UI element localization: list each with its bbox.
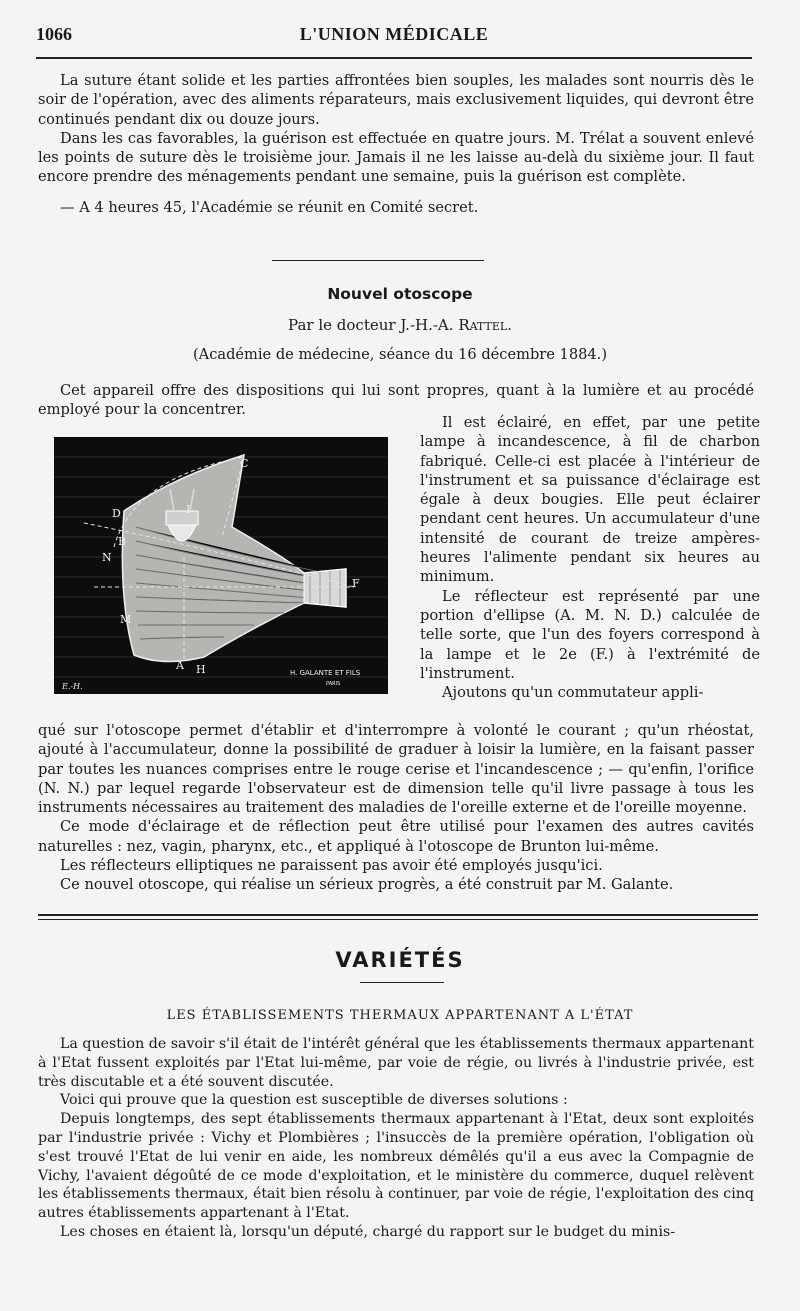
header-rule: [36, 57, 752, 59]
paragraph: Depuis longtemps, des sept établissements thermaux appartenant à l'Etat, deux sont exploités par l'industrie privée : Vichy et Plombières ; l'insuccès de la première opération, l'obligation où s'est trouvé l'Etat de lui venir en aide, les nombreux démêlés qu'il a eus avec la Compagnie de Vichy, l'avaient dégoûté de ce mode d'exploitation, et le ministère du commerce, duquel relèvent les établissements thermaux, était bien résolu à continuer, par voie de régie, l'exploitation des cinq autres établissements appartenant à l'Etat.: [38, 1111, 754, 1222]
paragraph: Ce nouvel otoscope, qui réalise un sérieux progrès, a été construit par M. Galante.: [60, 876, 674, 894]
paragraph: Le réflecteur est représenté par une portion d'ellipse (A. M. N. D.) calculée de telle sorte, que l'un des foyers correspond à la lampe et le 2e (F.) à l'extrémité de l'instrument.: [420, 587, 760, 682]
article-title: Nouvel otoscope: [327, 285, 473, 303]
paragraph: — A 4 heures 45, l'Académie se réunit en Comité secret.: [60, 198, 479, 216]
figure-label: A: [176, 659, 184, 672]
paragraph: La suture étant solide et les parties affrontées bien souples, les malades sont nourris dès le soir de l'opération, avec des aliments réparateurs, mais exclusivement liquides, qui devront être continués pendant dix ou douze jours.: [38, 72, 754, 128]
figure-label: F: [352, 577, 360, 590]
engraver-signature: E.-H.: [62, 682, 83, 691]
section-title: VARIÉTÉS: [335, 948, 465, 972]
section-divider: [272, 260, 484, 261]
article-author: Par le docteur J.-H.-A. Rattel.: [288, 316, 512, 334]
paragraph: Les réflecteurs elliptiques ne paraissent pas avoir été employés jusqu'ici.: [60, 857, 603, 875]
title-underline: [360, 982, 444, 983]
varietes-text: [38, 1035, 754, 1242]
engraver-city: PARIS: [326, 681, 341, 687]
paragraph: Dans les cas favorables, la guérison est effectuée en quatre jours. M. Trélat a souvent enlevé les points de suture dès le troisième jour. Jamais il ne les laisse au-delà du sixième jour. Il faut encore prendre des ménagements pendant une semaine, puis la guérison est complète.: [38, 129, 754, 186]
otoscope-figure: [54, 437, 388, 694]
journal-title: L'UNION MÉDICALE: [299, 24, 489, 44]
article-body: [38, 721, 754, 895]
figure-label: I: [186, 503, 191, 516]
figure-label: C: [240, 457, 249, 470]
page-number: 1066: [36, 24, 72, 44]
paragraph: qué sur l'otoscope permet d'établir et d'interrompre à volonté le courant ; qu'un rhéostat, ajouté à l'accumulateur, donne la possibilité de graduer à loisir la lumière, en la faisant passer par toutes les nuances comprises entre le rouge cerise et l'incandescence ; — qu'enfin, l'orifice (N. N.) par lequel regarde l'observateur est de dimension telle qu'il livre passage à tous les instruments nécessaires au traitement des maladies de l'oreille externe et de l'oreille moyenne.: [38, 722, 754, 817]
section-double-rule: [38, 914, 758, 916]
page-header: [36, 22, 752, 48]
figure-label: D: [112, 507, 121, 520]
author-name: Rattel.: [458, 316, 512, 334]
paragraph: Ajoutons qu'un commutateur appli-: [442, 684, 704, 702]
paragraph: Ce mode d'éclairage et de réflection peut être utilisé pour l'examen des autres cavités naturelles : nez, vagin, pharynx, etc., et appliqué à l'otoscope de Brunton lui-même.: [38, 818, 754, 855]
paragraph: La question de savoir s'il était de l'intérêt général que les établissements thermaux appartenant à l'Etat fussent exploités par l'Etat lui-même, par voie de régie, ou livrés à l'industrie privée, est très discutable et a été souvent discutée.: [38, 1036, 754, 1090]
figure-label: H: [196, 663, 206, 676]
section-double-rule: [38, 919, 758, 920]
figure-label: M: [120, 613, 132, 626]
paragraph: Il est éclairé, en effet, par une petite lampe à incandescence, à fil de charbon fabriqué. Celle-ci est placée à l'intérieur de l'instrument et sa puissance d'éclairage est égale à deux bougies. Elle peut éclairer pendant cent heures. Un accumulateur d'une intensité de courant de treize ampères-heures l'alimente pendant six heures au minimum.: [420, 414, 760, 586]
paragraph: Les choses en étaient là, lorsqu'un député, chargé du rapport sur le budget du minis-: [60, 1223, 676, 1240]
article-column: [420, 413, 760, 702]
intro-text: [38, 71, 754, 217]
paragraph: Voici qui prouve que la question est susceptible de diverses solutions :: [60, 1092, 568, 1109]
section-subtitle: LES ÉTABLISSEMENTS THERMAUX APPARTENANT A L'ÉTAT: [166, 1008, 634, 1023]
figure-label: N: [102, 551, 112, 564]
engraver-credit: H. GALANTE ET FILS: [290, 669, 361, 677]
otoscope-engraving: [54, 437, 388, 694]
article-lead: Cet appareil offre des dispositions qui lui sont propres, quant à la lumière et au procédé employé pour la concentrer.: [38, 382, 754, 419]
article-venue: (Académie de médecine, séance du 16 décembre 1884.): [192, 346, 608, 363]
figure-label: B: [118, 535, 127, 548]
